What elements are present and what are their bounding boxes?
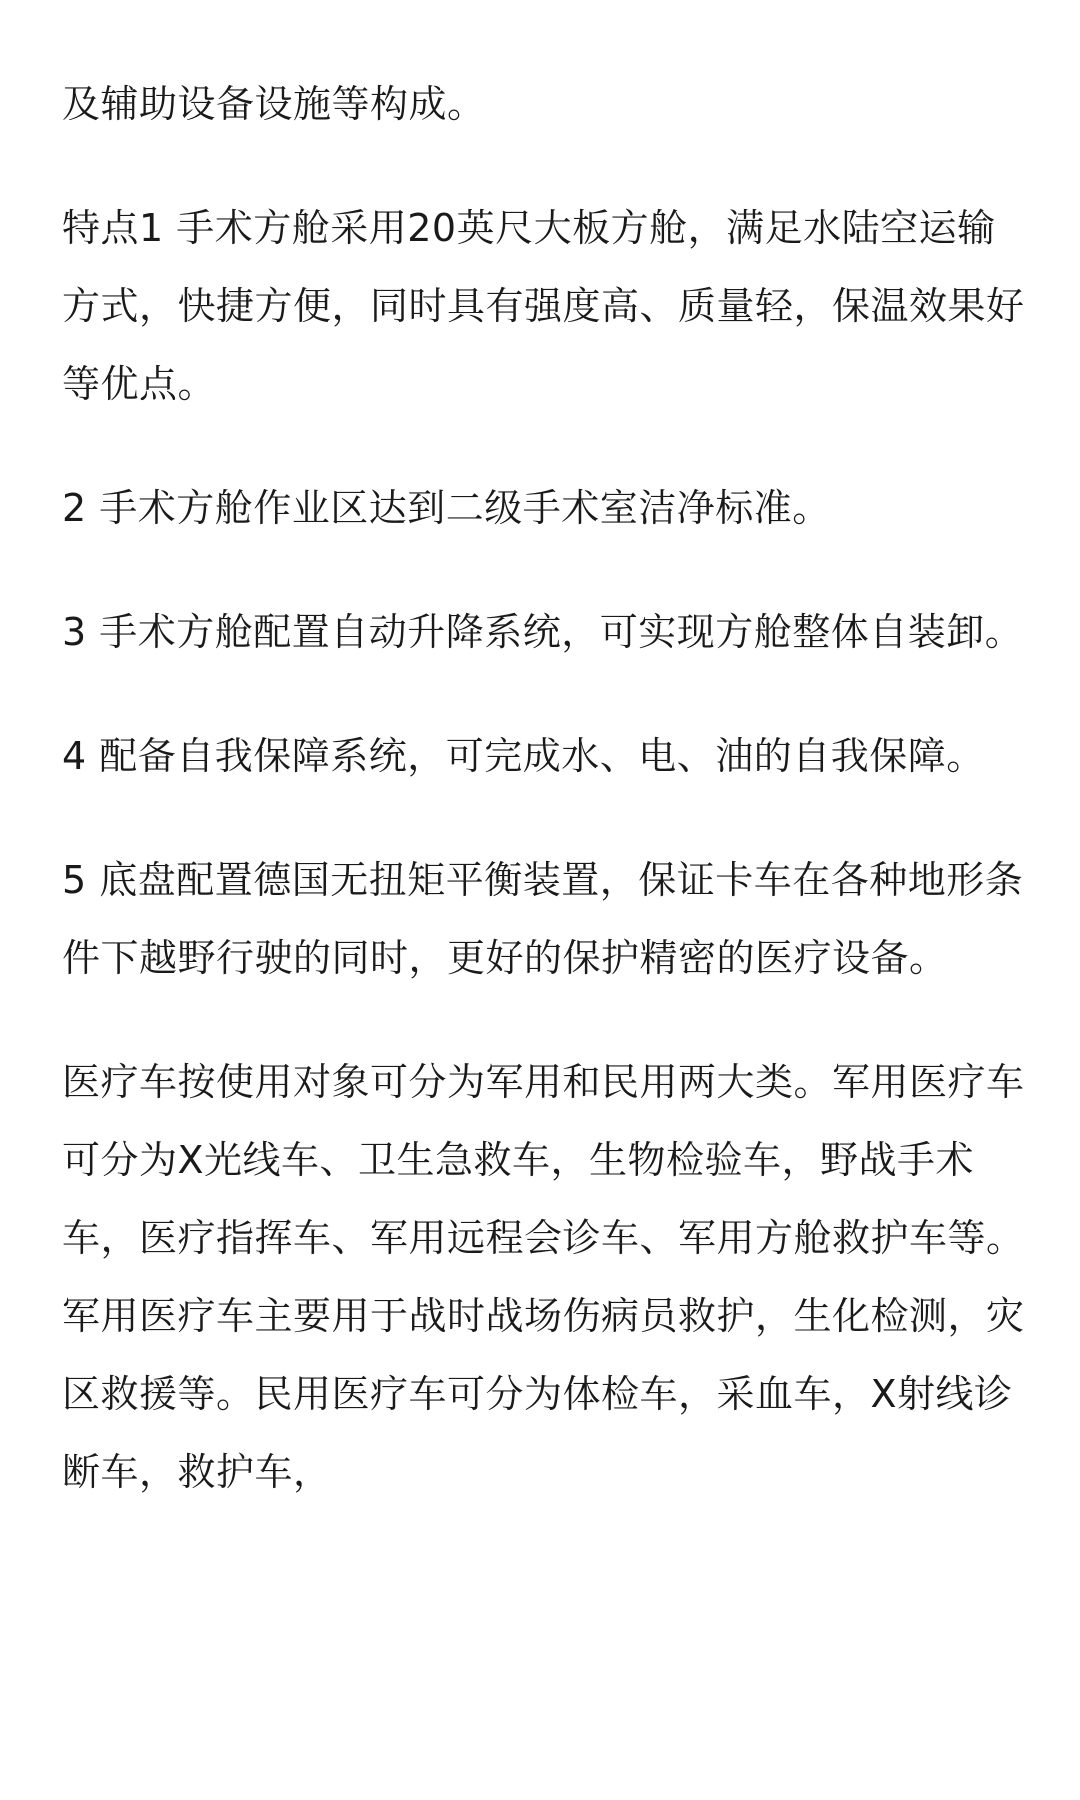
paragraph-feature-3: 3 手术方舱配置自动升降系统，可实现方舱整体自装卸。 [62,610,1024,654]
paragraph-feature-2: 2 手术方舱作业区达到二级手术室洁净标准。 [62,486,831,530]
article-body [62,0,1032,1557]
paragraph-feature-4: 4 配备自我保障系统，可完成水、电、油的自我保障。 [62,734,985,778]
paragraph-intro: 及辅助设备设施等构成。 [62,82,486,126]
paragraph-medical-vehicle-types: 医疗车按使用对象可分为军用和民用两大类。军用医疗车可分为X光线车、卫生急救车，生物检验车，野战手术车，医疗指挥车、军用远程会诊车、军用方舱救护车等。军用医疗车主要用于战时战场伤病员救护，生化检测，灾区救援等。民用医疗车可分为体检车，采血车，X射线诊断车，救护车， [62,1060,1025,1494]
paragraph-feature-1: 特点1 手术方舱采用20英尺大板方舱，满足水陆空运输方式，快捷方便，同时具有强度高、质量轻，保温效果好等优点。 [62,206,1025,406]
paragraph-feature-5: 5 底盘配置德国无扭矩平衡装置，保证卡车在各种地形条件下越野行驶的同时，更好的保护精密的医疗设备。 [62,858,1024,980]
